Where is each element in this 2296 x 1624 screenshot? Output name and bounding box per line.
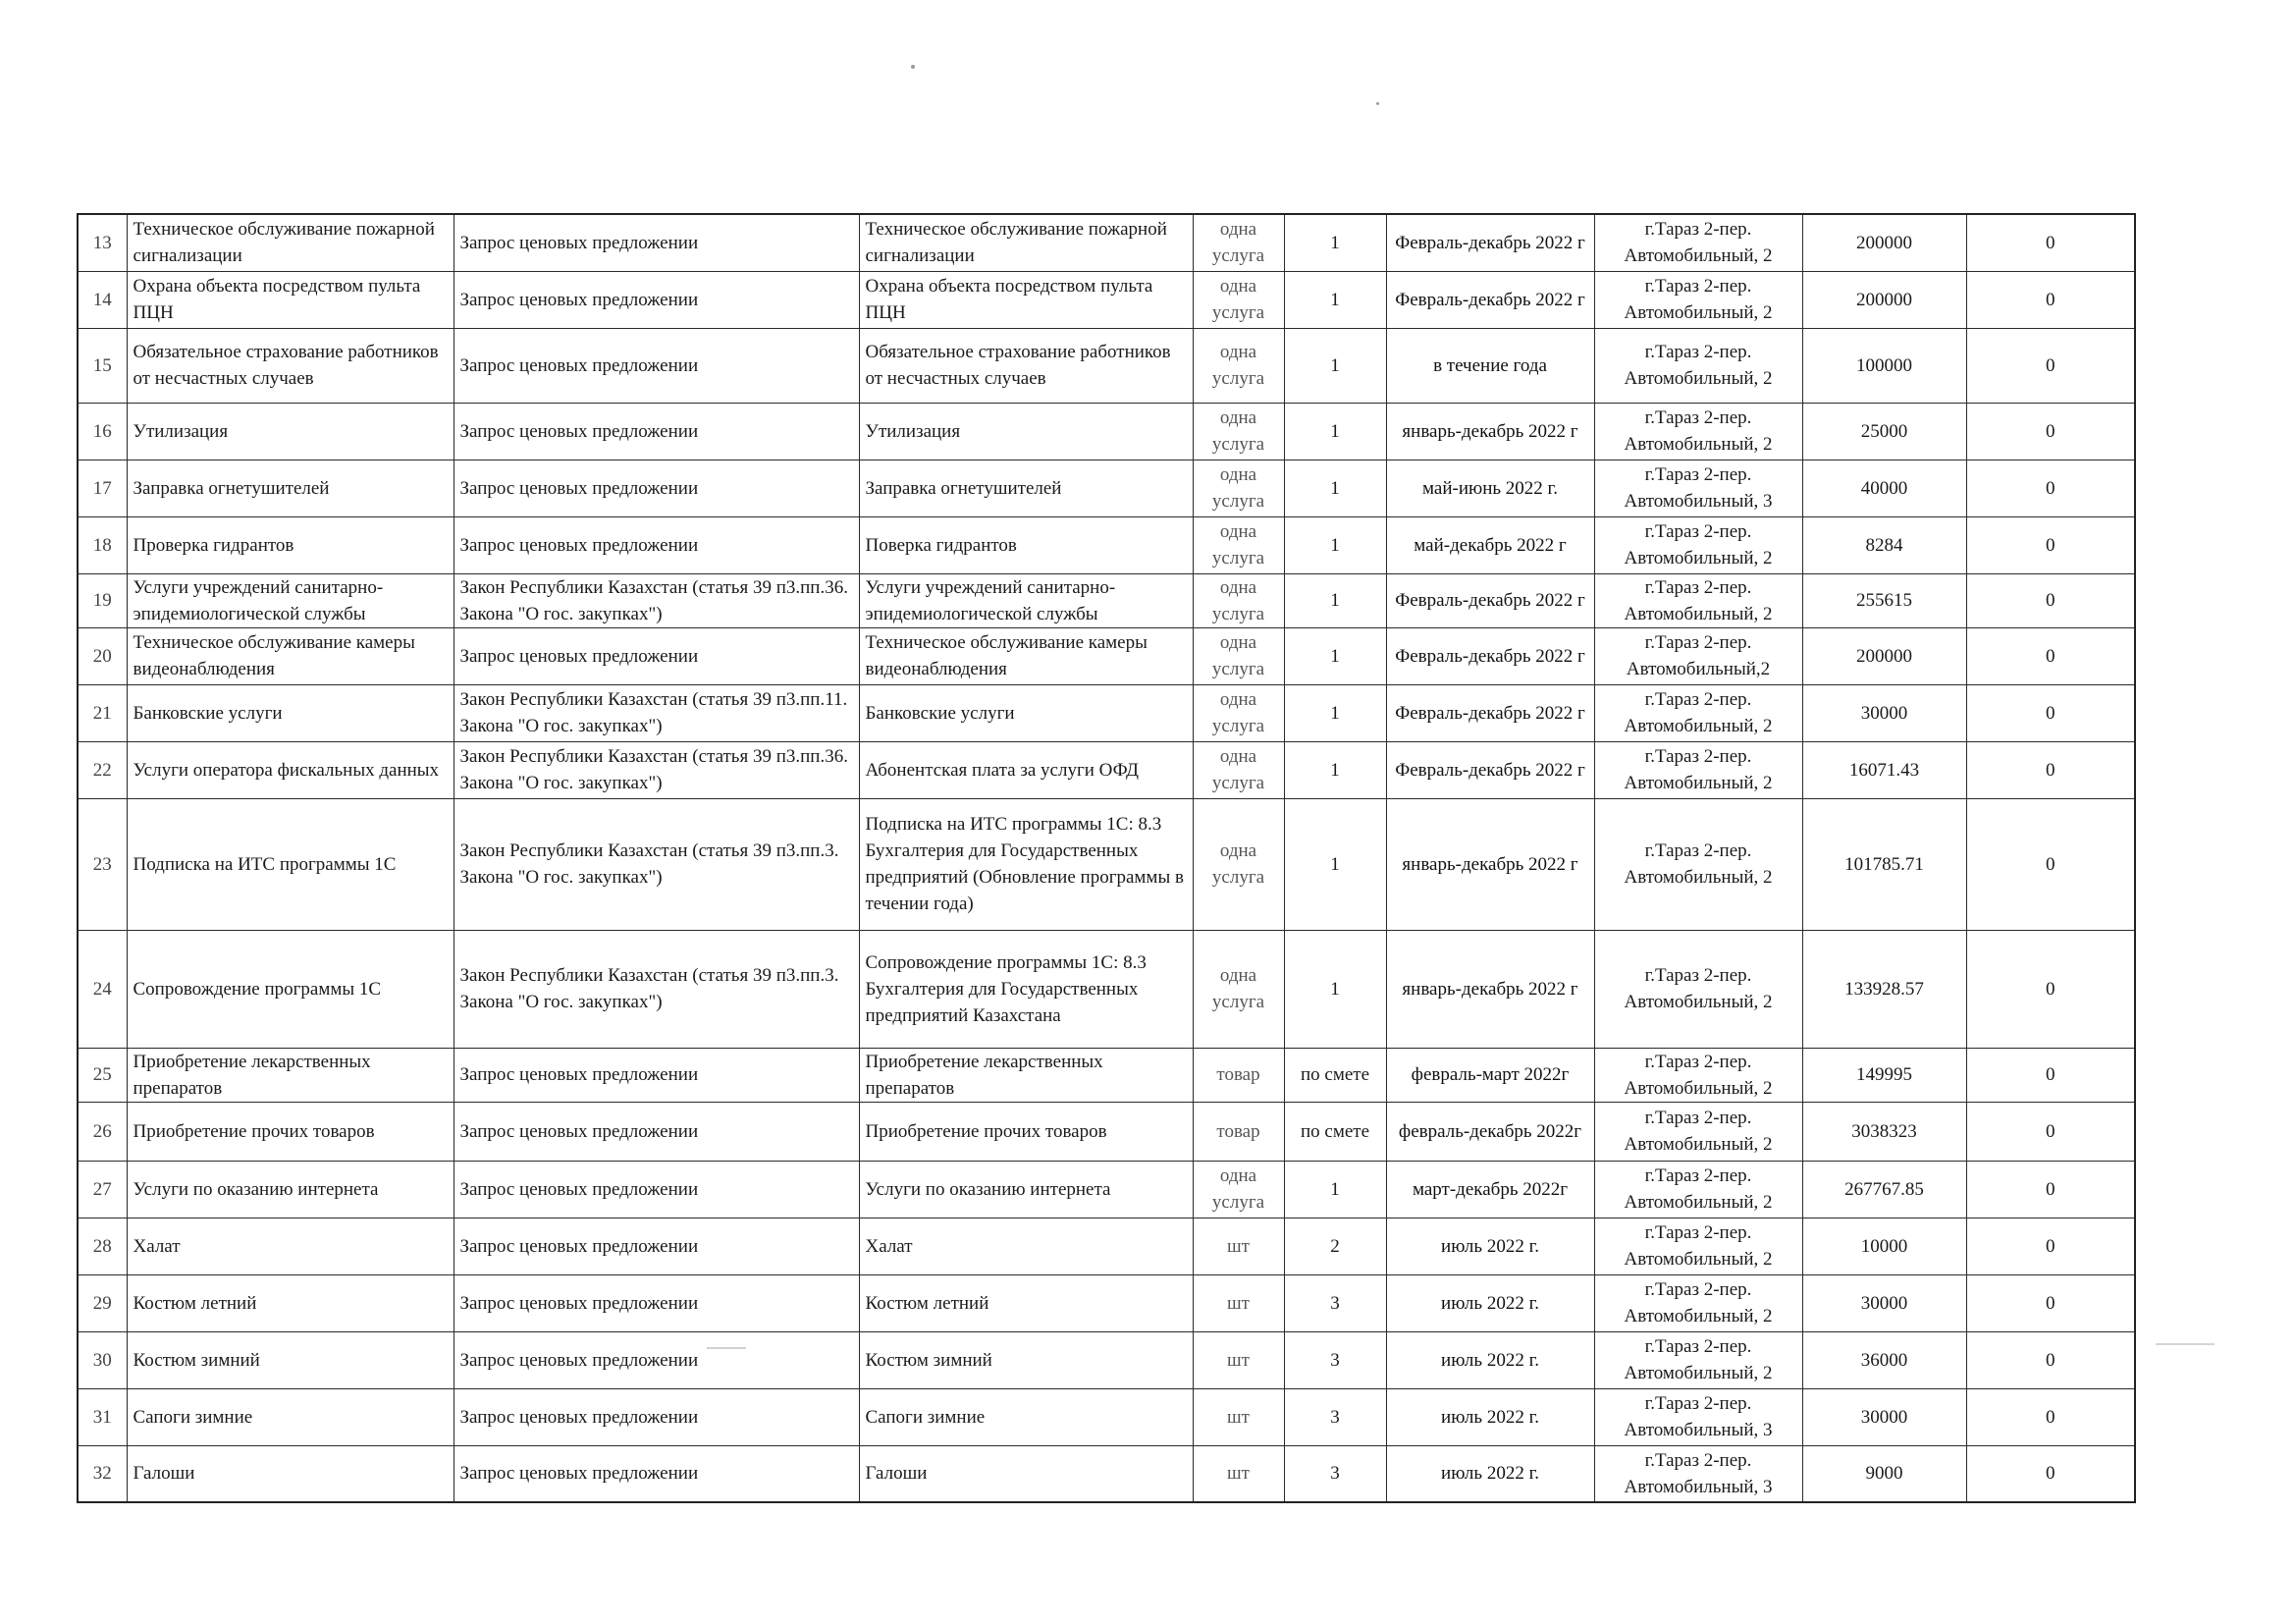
delivery-period-cell: июль 2022 г. bbox=[1386, 1388, 1594, 1445]
planned-amount-cell: 200000 bbox=[1802, 271, 1966, 328]
table-row bbox=[78, 460, 2135, 516]
planned-amount-cell: 36000 bbox=[1802, 1331, 1966, 1388]
row-number-cell: 31 bbox=[78, 1388, 127, 1445]
delivery-place-cell: г.Тараз 2-пер. Автомобильный, 3 bbox=[1594, 1388, 1802, 1445]
item-description-cell: Поверка гидрантов bbox=[859, 516, 1193, 573]
procurement-method-cell: Запрос ценовых предложении bbox=[454, 1161, 859, 1218]
procurement-method-cell: Запрос ценовых предложении bbox=[454, 516, 859, 573]
unit-of-measure-cell: одна услуга bbox=[1193, 328, 1284, 403]
advance-percent-cell: 0 bbox=[1966, 214, 2135, 271]
advance-percent-cell: 0 bbox=[1966, 1331, 2135, 1388]
advance-percent-cell: 0 bbox=[1966, 684, 2135, 741]
planned-amount-cell: 200000 bbox=[1802, 214, 1966, 271]
table-row bbox=[78, 1445, 2135, 1502]
item-name-cell: Сапоги зимние bbox=[127, 1388, 454, 1445]
quantity-cell: 1 bbox=[1284, 403, 1386, 460]
unit-of-measure-cell: одна услуга bbox=[1193, 516, 1284, 573]
item-description-cell: Галоши bbox=[859, 1445, 1193, 1502]
row-number-cell: 32 bbox=[78, 1445, 127, 1502]
item-description-cell: Абонентская плата за услуги ОФД bbox=[859, 741, 1193, 798]
advance-percent-cell: 0 bbox=[1966, 1048, 2135, 1102]
procurement-method-cell: Запрос ценовых предложении bbox=[454, 328, 859, 403]
unit-of-measure-cell: шт bbox=[1193, 1274, 1284, 1331]
advance-percent-cell: 0 bbox=[1966, 271, 2135, 328]
quantity-cell: 3 bbox=[1284, 1388, 1386, 1445]
delivery-place-cell: г.Тараз 2-пер. Автомобильный, 3 bbox=[1594, 460, 1802, 516]
item-name-cell: Галоши bbox=[127, 1445, 454, 1502]
unit-of-measure-cell: одна услуга bbox=[1193, 460, 1284, 516]
procurement-method-cell: Закон Республики Казахстан (статья 39 п3.пп.36. Закона "О гос. закупках") bbox=[454, 741, 859, 798]
planned-amount-cell: 9000 bbox=[1802, 1445, 1966, 1502]
table-row bbox=[78, 1218, 2135, 1274]
quantity-cell: 3 bbox=[1284, 1445, 1386, 1502]
delivery-period-cell: февраль-март 2022г bbox=[1386, 1048, 1594, 1102]
delivery-place-cell: г.Тараз 2-пер. Автомобильный, 2 bbox=[1594, 1218, 1802, 1274]
planned-amount-cell: 101785.71 bbox=[1802, 798, 1966, 930]
delivery-place-cell: г.Тараз 2-пер. Автомобильный, 2 bbox=[1594, 271, 1802, 328]
quantity-cell: 1 bbox=[1284, 460, 1386, 516]
delivery-place-cell: г.Тараз 2-пер. Автомобильный, 2 bbox=[1594, 573, 1802, 627]
planned-amount-cell: 267767.85 bbox=[1802, 1161, 1966, 1218]
item-name-cell: Костюм зимний bbox=[127, 1331, 454, 1388]
item-name-cell: Сопровождение программы 1С bbox=[127, 930, 454, 1048]
procurement-method-cell: Запрос ценовых предложении bbox=[454, 271, 859, 328]
row-number-cell: 27 bbox=[78, 1161, 127, 1218]
delivery-place-cell: г.Тараз 2-пер. Автомобильный, 2 bbox=[1594, 798, 1802, 930]
item-description-cell: Сапоги зимние bbox=[859, 1388, 1193, 1445]
procurement-method-cell: Запрос ценовых предложении bbox=[454, 1274, 859, 1331]
delivery-place-cell: г.Тараз 2-пер. Автомобильный, 2 bbox=[1594, 328, 1802, 403]
item-name-cell: Приобретение лекарственных препаратов bbox=[127, 1048, 454, 1102]
item-description-cell: Сопровождение программы 1С: 8.3 Бухгалтерия для Государственных предприятий Казахстана bbox=[859, 930, 1193, 1048]
table-row bbox=[78, 271, 2135, 328]
delivery-period-cell: Февраль-декабрь 2022 г bbox=[1386, 627, 1594, 684]
row-number-cell: 24 bbox=[78, 930, 127, 1048]
quantity-cell: 1 bbox=[1284, 798, 1386, 930]
delivery-place-cell: г.Тараз 2-пер. Автомобильный, 2 bbox=[1594, 1274, 1802, 1331]
unit-of-measure-cell: одна услуга bbox=[1193, 214, 1284, 271]
delivery-period-cell: Февраль-декабрь 2022 г bbox=[1386, 741, 1594, 798]
procurement-method-cell: Запрос ценовых предложении bbox=[454, 403, 859, 460]
advance-percent-cell: 0 bbox=[1966, 460, 2135, 516]
quantity-cell: 1 bbox=[1284, 930, 1386, 1048]
table-row bbox=[78, 1388, 2135, 1445]
advance-percent-cell: 0 bbox=[1966, 1274, 2135, 1331]
planned-amount-cell: 30000 bbox=[1802, 684, 1966, 741]
procurement-method-cell: Запрос ценовых предложении bbox=[454, 460, 859, 516]
unit-of-measure-cell: одна услуга bbox=[1193, 573, 1284, 627]
delivery-period-cell: март-декабрь 2022г bbox=[1386, 1161, 1594, 1218]
quantity-cell: 3 bbox=[1284, 1331, 1386, 1388]
item-description-cell: Услуги учреждений санитарно-эпидемиологической службы bbox=[859, 573, 1193, 627]
table-row bbox=[78, 930, 2135, 1048]
procurement-method-cell: Закон Республики Казахстан (статья 39 п3.пп.11. Закона "О гос. закупках") bbox=[454, 684, 859, 741]
item-name-cell: Услуги учреждений санитарно-эпидемиологической службы bbox=[127, 573, 454, 627]
item-description-cell: Утилизация bbox=[859, 403, 1193, 460]
delivery-period-cell: февраль-декабрь 2022г bbox=[1386, 1102, 1594, 1161]
row-number-cell: 25 bbox=[78, 1048, 127, 1102]
planned-amount-cell: 30000 bbox=[1802, 1274, 1966, 1331]
advance-percent-cell: 0 bbox=[1966, 1102, 2135, 1161]
item-description-cell: Костюм летний bbox=[859, 1274, 1193, 1331]
item-name-cell: Подписка на ИТС программы 1С bbox=[127, 798, 454, 930]
delivery-period-cell: Февраль-декабрь 2022 г bbox=[1386, 684, 1594, 741]
unit-of-measure-cell: шт bbox=[1193, 1445, 1284, 1502]
procurement-method-cell: Запрос ценовых предложении bbox=[454, 1102, 859, 1161]
delivery-period-cell: в течение года bbox=[1386, 328, 1594, 403]
quantity-cell: 1 bbox=[1284, 271, 1386, 328]
row-number-cell: 13 bbox=[78, 214, 127, 271]
delivery-period-cell: Февраль-декабрь 2022 г bbox=[1386, 271, 1594, 328]
delivery-place-cell: г.Тараз 2-пер. Автомобильный, 2 bbox=[1594, 1102, 1802, 1161]
scan-speck bbox=[1376, 102, 1379, 105]
unit-of-measure-cell: одна услуга bbox=[1193, 1161, 1284, 1218]
item-name-cell: Охрана объекта посредством пульта ПЦН bbox=[127, 271, 454, 328]
unit-of-measure-cell: шт bbox=[1193, 1218, 1284, 1274]
quantity-cell: 1 bbox=[1284, 627, 1386, 684]
delivery-period-cell: май-декабрь 2022 г bbox=[1386, 516, 1594, 573]
quantity-cell: 3 bbox=[1284, 1274, 1386, 1331]
item-description-cell: Охрана объекта посредством пульта ПЦН bbox=[859, 271, 1193, 328]
delivery-period-cell: июль 2022 г. bbox=[1386, 1445, 1594, 1502]
unit-of-measure-cell: одна услуга bbox=[1193, 798, 1284, 930]
table-row bbox=[78, 573, 2135, 627]
advance-percent-cell: 0 bbox=[1966, 1161, 2135, 1218]
row-number-cell: 17 bbox=[78, 460, 127, 516]
item-name-cell: Проверка гидрантов bbox=[127, 516, 454, 573]
table-row bbox=[78, 684, 2135, 741]
row-number-cell: 19 bbox=[78, 573, 127, 627]
item-name-cell: Приобретение прочих товаров bbox=[127, 1102, 454, 1161]
delivery-place-cell: г.Тараз 2-пер. Автомобильный, 2 bbox=[1594, 741, 1802, 798]
item-name-cell: Банковские услуги bbox=[127, 684, 454, 741]
advance-percent-cell: 0 bbox=[1966, 741, 2135, 798]
item-description-cell: Техническое обслуживание камеры видеонаблюдения bbox=[859, 627, 1193, 684]
advance-percent-cell: 0 bbox=[1966, 1445, 2135, 1502]
item-name-cell: Утилизация bbox=[127, 403, 454, 460]
item-description-cell: Заправка огнетушителей bbox=[859, 460, 1193, 516]
delivery-place-cell: г.Тараз 2-пер. Автомобильный, 2 bbox=[1594, 516, 1802, 573]
item-description-cell: Подписка на ИТС программы 1С: 8.3 Бухгалтерия для Государственных предприятий (Обновление программы в течении года) bbox=[859, 798, 1193, 930]
delivery-place-cell: г.Тараз 2-пер. Автомобильный, 2 bbox=[1594, 403, 1802, 460]
planned-amount-cell: 10000 bbox=[1802, 1218, 1966, 1274]
advance-percent-cell: 0 bbox=[1966, 1218, 2135, 1274]
delivery-place-cell: г.Тараз 2-пер. Автомобильный, 2 bbox=[1594, 1161, 1802, 1218]
procurement-method-cell: Запрос ценовых предложении bbox=[454, 1218, 859, 1274]
delivery-place-cell: г.Тараз 2-пер. Автомобильный,2 bbox=[1594, 627, 1802, 684]
item-description-cell: Обязательное страхование работников от несчастных случаев bbox=[859, 328, 1193, 403]
delivery-place-cell: г.Тараз 2-пер. Автомобильный, 2 bbox=[1594, 1048, 1802, 1102]
delivery-period-cell: январь-декабрь 2022 г bbox=[1386, 930, 1594, 1048]
advance-percent-cell: 0 bbox=[1966, 573, 2135, 627]
advance-percent-cell: 0 bbox=[1966, 930, 2135, 1048]
table-row bbox=[78, 1048, 2135, 1102]
item-description-cell: Костюм зимний bbox=[859, 1331, 1193, 1388]
quantity-cell: 1 bbox=[1284, 516, 1386, 573]
delivery-place-cell: г.Тараз 2-пер. Автомобильный, 2 bbox=[1594, 1331, 1802, 1388]
table-row bbox=[78, 627, 2135, 684]
item-name-cell: Обязательное страхование работников от несчастных случаев bbox=[127, 328, 454, 403]
advance-percent-cell: 0 bbox=[1966, 403, 2135, 460]
row-number-cell: 23 bbox=[78, 798, 127, 930]
item-name-cell: Костюм летний bbox=[127, 1274, 454, 1331]
quantity-cell: 1 bbox=[1284, 573, 1386, 627]
procurement-method-cell: Закон Республики Казахстан (статья 39 п3.пп.36. Закона "О гос. закупках") bbox=[454, 573, 859, 627]
planned-amount-cell: 30000 bbox=[1802, 1388, 1966, 1445]
unit-of-measure-cell: шт bbox=[1193, 1331, 1284, 1388]
row-number-cell: 30 bbox=[78, 1331, 127, 1388]
unit-of-measure-cell: одна услуга bbox=[1193, 930, 1284, 1048]
delivery-place-cell: г.Тараз 2-пер. Автомобильный, 2 bbox=[1594, 684, 1802, 741]
planned-amount-cell: 200000 bbox=[1802, 627, 1966, 684]
quantity-cell: 1 bbox=[1284, 741, 1386, 798]
quantity-cell: по смете bbox=[1284, 1048, 1386, 1102]
table-body bbox=[78, 214, 2135, 1502]
procurement-method-cell: Запрос ценовых предложении bbox=[454, 1048, 859, 1102]
delivery-period-cell: Февраль-декабрь 2022 г bbox=[1386, 573, 1594, 627]
item-name-cell: Заправка огнетушителей bbox=[127, 460, 454, 516]
row-number-cell: 29 bbox=[78, 1274, 127, 1331]
delivery-period-cell: июль 2022 г. bbox=[1386, 1218, 1594, 1274]
quantity-cell: 2 bbox=[1284, 1218, 1386, 1274]
planned-amount-cell: 149995 bbox=[1802, 1048, 1966, 1102]
advance-percent-cell: 0 bbox=[1966, 516, 2135, 573]
table-row bbox=[78, 1161, 2135, 1218]
unit-of-measure-cell: одна услуга bbox=[1193, 627, 1284, 684]
item-description-cell: Халат bbox=[859, 1218, 1193, 1274]
item-name-cell: Услуги по оказанию интернета bbox=[127, 1161, 454, 1218]
table-row bbox=[78, 1102, 2135, 1161]
scan-speck bbox=[2156, 1343, 2215, 1345]
item-name-cell: Услуги оператора фискальных данных bbox=[127, 741, 454, 798]
quantity-cell: по смете bbox=[1284, 1102, 1386, 1161]
table-row bbox=[78, 328, 2135, 403]
procurement-method-cell: Закон Республики Казахстан (статья 39 п3.пп.3. Закона "О гос. закупках") bbox=[454, 798, 859, 930]
planned-amount-cell: 25000 bbox=[1802, 403, 1966, 460]
delivery-place-cell: г.Тараз 2-пер. Автомобильный, 2 bbox=[1594, 214, 1802, 271]
unit-of-measure-cell: товар bbox=[1193, 1102, 1284, 1161]
procurement-table bbox=[77, 213, 2136, 1503]
quantity-cell: 1 bbox=[1284, 328, 1386, 403]
delivery-period-cell: июль 2022 г. bbox=[1386, 1274, 1594, 1331]
delivery-place-cell: г.Тараз 2-пер. Автомобильный, 2 bbox=[1594, 930, 1802, 1048]
quantity-cell: 1 bbox=[1284, 684, 1386, 741]
quantity-cell: 1 bbox=[1284, 214, 1386, 271]
procurement-method-cell: Закон Республики Казахстан (статья 39 п3.пп.3. Закона "О гос. закупках") bbox=[454, 930, 859, 1048]
planned-amount-cell: 16071.43 bbox=[1802, 741, 1966, 798]
row-number-cell: 22 bbox=[78, 741, 127, 798]
unit-of-measure-cell: товар bbox=[1193, 1048, 1284, 1102]
procurement-method-cell: Запрос ценовых предложении bbox=[454, 627, 859, 684]
item-description-cell: Приобретение прочих товаров bbox=[859, 1102, 1193, 1161]
unit-of-measure-cell: одна услуга bbox=[1193, 684, 1284, 741]
procurement-method-cell: Запрос ценовых предложении bbox=[454, 214, 859, 271]
quantity-cell: 1 bbox=[1284, 1161, 1386, 1218]
delivery-period-cell: январь-декабрь 2022 г bbox=[1386, 798, 1594, 930]
table-row bbox=[78, 214, 2135, 271]
item-name-cell: Халат bbox=[127, 1218, 454, 1274]
table-row bbox=[78, 403, 2135, 460]
row-number-cell: 21 bbox=[78, 684, 127, 741]
scan-speck bbox=[911, 65, 915, 69]
item-description-cell: Банковские услуги bbox=[859, 684, 1193, 741]
planned-amount-cell: 8284 bbox=[1802, 516, 1966, 573]
unit-of-measure-cell: шт bbox=[1193, 1388, 1284, 1445]
procurement-method-cell: Запрос ценовых предложении bbox=[454, 1445, 859, 1502]
row-number-cell: 28 bbox=[78, 1218, 127, 1274]
unit-of-measure-cell: одна услуга bbox=[1193, 741, 1284, 798]
procurement-method-cell: Запрос ценовых предложении bbox=[454, 1331, 859, 1388]
planned-amount-cell: 133928.57 bbox=[1802, 930, 1966, 1048]
advance-percent-cell: 0 bbox=[1966, 627, 2135, 684]
row-number-cell: 16 bbox=[78, 403, 127, 460]
procurement-method-cell: Запрос ценовых предложении bbox=[454, 1388, 859, 1445]
advance-percent-cell: 0 bbox=[1966, 798, 2135, 930]
row-number-cell: 14 bbox=[78, 271, 127, 328]
row-number-cell: 18 bbox=[78, 516, 127, 573]
table-row bbox=[78, 1331, 2135, 1388]
planned-amount-cell: 3038323 bbox=[1802, 1102, 1966, 1161]
delivery-period-cell: январь-декабрь 2022 г bbox=[1386, 403, 1594, 460]
item-description-cell: Техническое обслуживание пожарной сигнализации bbox=[859, 214, 1193, 271]
planned-amount-cell: 40000 bbox=[1802, 460, 1966, 516]
unit-of-measure-cell: одна услуга bbox=[1193, 271, 1284, 328]
planned-amount-cell: 100000 bbox=[1802, 328, 1966, 403]
delivery-place-cell: г.Тараз 2-пер. Автомобильный, 3 bbox=[1594, 1445, 1802, 1502]
delivery-period-cell: июль 2022 г. bbox=[1386, 1331, 1594, 1388]
item-description-cell: Приобретение лекарственных препаратов bbox=[859, 1048, 1193, 1102]
unit-of-measure-cell: одна услуга bbox=[1193, 403, 1284, 460]
row-number-cell: 26 bbox=[78, 1102, 127, 1161]
delivery-period-cell: Февраль-декабрь 2022 г bbox=[1386, 214, 1594, 271]
advance-percent-cell: 0 bbox=[1966, 328, 2135, 403]
table-row bbox=[78, 516, 2135, 573]
table-row bbox=[78, 1274, 2135, 1331]
table-row bbox=[78, 741, 2135, 798]
item-name-cell: Техническое обслуживание пожарной сигнализации bbox=[127, 214, 454, 271]
delivery-period-cell: май-июнь 2022 г. bbox=[1386, 460, 1594, 516]
advance-percent-cell: 0 bbox=[1966, 1388, 2135, 1445]
row-number-cell: 20 bbox=[78, 627, 127, 684]
item-description-cell: Услуги по оказанию интернета bbox=[859, 1161, 1193, 1218]
item-name-cell: Техническое обслуживание камеры видеонаблюдения bbox=[127, 627, 454, 684]
table-row bbox=[78, 798, 2135, 930]
row-number-cell: 15 bbox=[78, 328, 127, 403]
planned-amount-cell: 255615 bbox=[1802, 573, 1966, 627]
